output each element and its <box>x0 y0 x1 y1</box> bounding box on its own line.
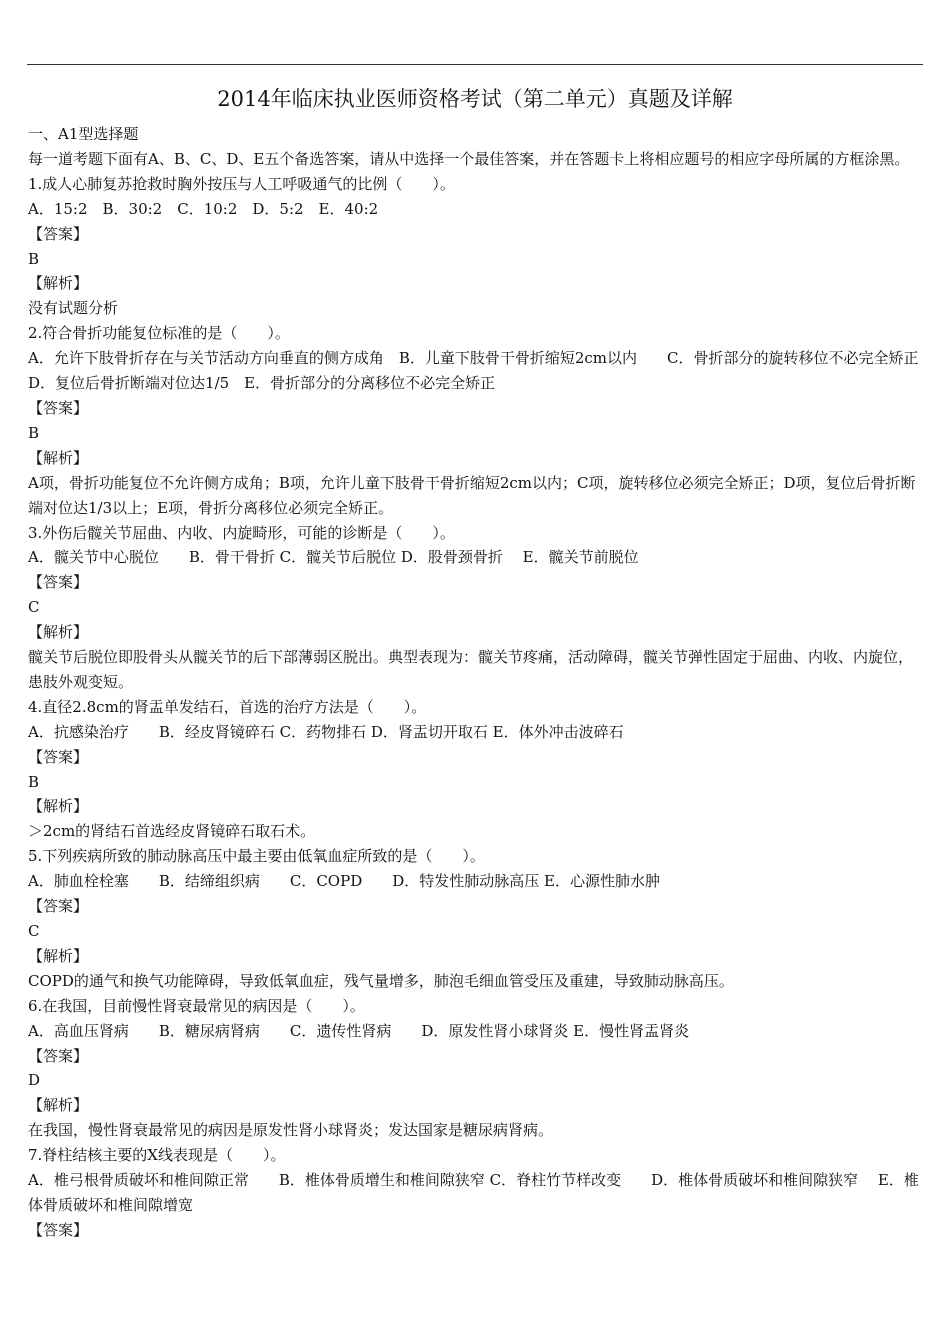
analysis-label: 【解析】 <box>28 1096 89 1115</box>
answer-label: 【答案】 <box>28 897 89 916</box>
document-body <box>28 122 949 1243</box>
question-text: 4.直径2.8cm的肾盂单发结石，首选的治疗方法是（ ）。 <box>28 697 427 716</box>
question-text: 5.下列疾病所致的肺动脉高压中最主要由低氧血症所致的是（ ）。 <box>28 847 485 866</box>
analysis-label: 【解析】 <box>28 274 89 293</box>
top-rule <box>27 64 923 65</box>
answer-value: B <box>28 423 40 442</box>
question-options: A．高血压肾病 B．糖尿病肾病 C．遗传性肾病 D．原发性肾小球肾炎 E．慢性肾盂肾炎 <box>28 1021 690 1040</box>
question-text: 6.在我国，目前慢性肾衰最常见的病因是（ ）。 <box>28 996 365 1015</box>
question-text: 7.脊柱结核主要的X线表现是（ ）。 <box>28 1146 286 1165</box>
question-text: 2.符合骨折功能复位标准的是（ ）。 <box>28 324 290 343</box>
answer-value: C <box>28 598 40 617</box>
answer-label: 【答案】 <box>28 1046 89 1065</box>
analysis-text: COPD的通气和换气功能障碍，导致低氧血症，残气量增多，肺泡毛细血管受压及重建，导致肺动脉高压。 <box>28 971 734 990</box>
analysis-text: 髋关节后脱位即股骨头从髋关节的后下部薄弱区脱出。典型表现为：髋关节疼痛，活动障碍，髋关节弹性固定于屈曲、内收、内旋位，患肢外观变短。 <box>28 648 914 691</box>
section-heading: 一、A1型选择题 <box>28 125 139 143</box>
answer-value: C <box>28 922 40 940</box>
answer-label: 【答案】 <box>28 1220 89 1239</box>
question-text: 3.外伤后髋关节屈曲、内收、内旋畸形，可能的诊断是（ ）。 <box>28 523 455 542</box>
analysis-label: 【解析】 <box>28 797 89 816</box>
analysis-label: 【解析】 <box>28 623 89 642</box>
question-options: A．允许下肢骨折存在与关节活动方向垂直的侧方成角 B．儿童下肢骨干骨折缩短2cm以内 C．骨折部分的旋转移位不必完全矫正 D．复位后骨折断端对位达1/5 E．骨折部分的分离移位不必完全矫正 <box>28 349 949 393</box>
question-options: A．椎弓根骨质破坏和椎间隙正常 B．椎体骨质增生和椎间隙狭窄 C．脊柱竹节样改变 D．椎体骨质破坏和椎间隙狭窄 E．椎体骨质破坏和椎间隙增宽 <box>28 1171 919 1214</box>
analysis-label: 【解析】 <box>28 448 89 467</box>
answer-label: 【答案】 <box>28 224 89 243</box>
page-title: 2014年临床执业医师资格考试（第二单元）真题及详解 <box>217 87 733 111</box>
question-options: A．抗感染治疗 B．经皮肾镜碎石 C．药物排石 D．肾盂切开取石 E．体外冲击波碎石 <box>28 722 624 741</box>
analysis-text: 没有试题分析 <box>28 299 119 318</box>
analysis-text: ＞2cm的肾结石首选经皮肾镜碎石取石术。 <box>28 822 316 841</box>
answer-label: 【答案】 <box>28 573 89 592</box>
analysis-text: A项，骨折功能复位不允许侧方成角；B项，允许儿童下肢骨干骨折缩短2cm以内；C项，旋转移位必须完全矫正；D项，复位后骨折断端对位达1/3以上；E项，骨折分离移位必须完全矫正。 <box>28 473 916 517</box>
answer-label: 【答案】 <box>28 747 89 766</box>
analysis-label: 【解析】 <box>28 946 89 965</box>
answer-value: B <box>28 249 40 268</box>
question-options: A．髋关节中心脱位 B．骨干骨折 C．髋关节后脱位 D．股骨颈骨折 E．髋关节前脱位 <box>28 548 639 567</box>
question-options: A．15:2 B．30:2 C．10:2 D．5:2 E．40:2 <box>28 199 379 218</box>
question-options: A．肺血栓栓塞 B．结缔组织病 C．COPD D．特发性肺动脉高压 E．心源性肺水肿 <box>28 872 660 891</box>
answer-label: 【答案】 <box>28 398 89 417</box>
answer-value: D <box>28 1071 41 1090</box>
answer-value: B <box>28 772 40 791</box>
question-text: 1.成人心肺复苏抢救时胸外按压与人工呼吸通气的比例（ ）。 <box>28 174 455 193</box>
instruction-text: 每一道考题下面有A、B、C、D、E五个备选答案，请从中选择一个最佳答案，并在答题卡上将相应题号的相应字母所属的方框涂黑。 <box>28 149 910 168</box>
analysis-text: 在我国，慢性肾衰最常见的病因是原发性肾小球肾炎；发达国家是糖尿病肾病。 <box>28 1121 554 1140</box>
